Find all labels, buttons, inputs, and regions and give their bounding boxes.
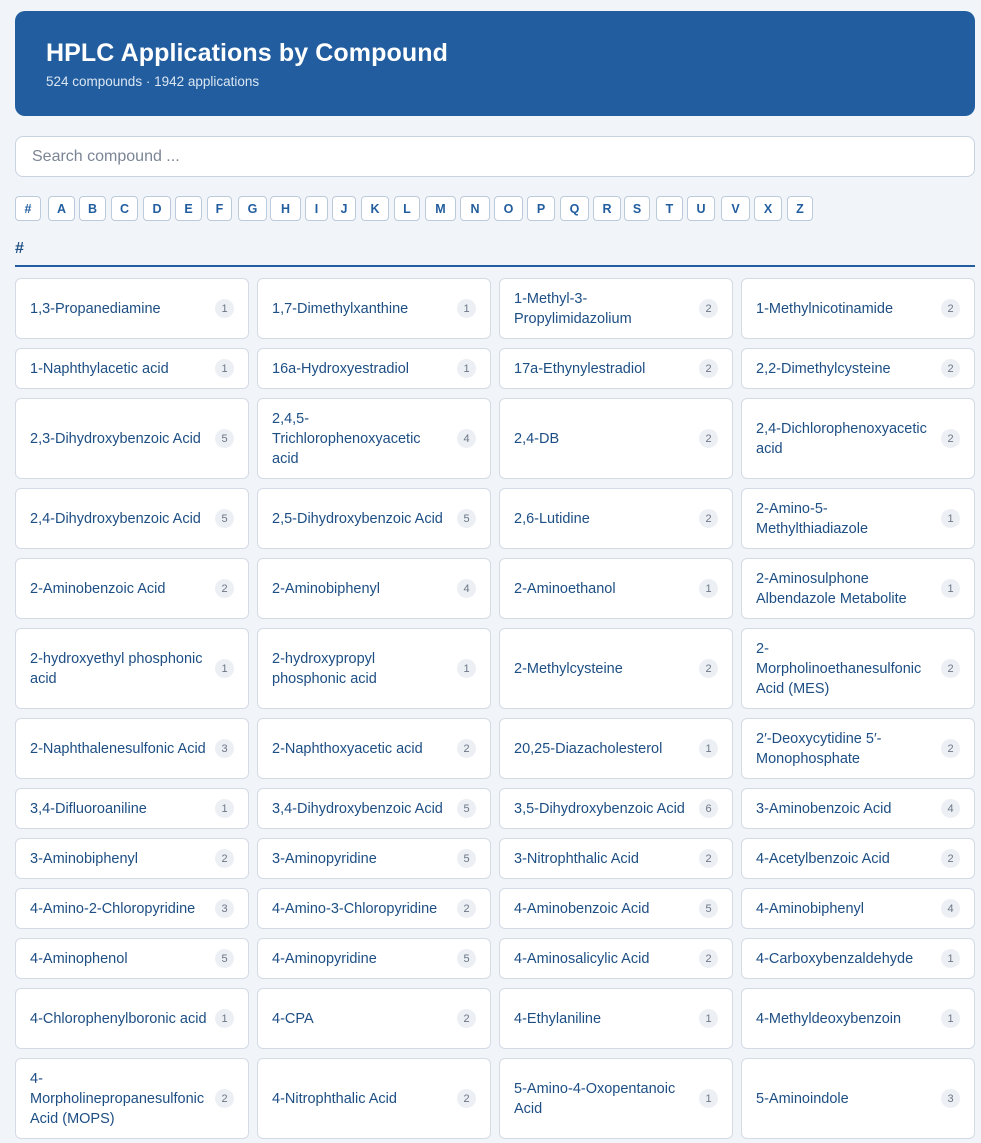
application-count-badge: 2 bbox=[941, 299, 960, 318]
application-count-badge: 5 bbox=[457, 799, 476, 818]
compound-name: 4-Morpholinepropanesulfonic Acid (MOPS) bbox=[30, 1070, 205, 1127]
compound-name: 2-Aminobiphenyl bbox=[272, 580, 381, 597]
letter-filter-d[interactable]: D bbox=[143, 196, 171, 221]
compound-card[interactable] bbox=[741, 838, 975, 879]
compound-name: 2′-Deoxycytidine 5′-Monophosphate bbox=[756, 730, 882, 767]
application-count-badge: 5 bbox=[215, 429, 234, 448]
letter-filter-n[interactable]: N bbox=[460, 196, 490, 221]
application-count-badge: 5 bbox=[215, 509, 234, 528]
compound-card[interactable] bbox=[15, 718, 249, 779]
compound-card[interactable] bbox=[741, 628, 975, 709]
application-count-badge: 3 bbox=[941, 1089, 960, 1108]
compound-name: 2-Morpholinoethanesulfonic Acid (MES) bbox=[756, 640, 922, 697]
compound-name: 4-Amino-3-Chloropyridine bbox=[272, 900, 438, 917]
application-count-badge: 2 bbox=[699, 849, 718, 868]
compound-name: 1-Methylnicotinamide bbox=[756, 300, 894, 317]
compound-name: 16a-Hydroxyestradiol bbox=[272, 360, 410, 377]
compound-card[interactable] bbox=[257, 398, 491, 479]
application-count-badge: 1 bbox=[215, 659, 234, 678]
compound-name: 2,6-Lutidine bbox=[514, 510, 590, 527]
application-count-badge: 4 bbox=[941, 899, 960, 918]
compound-card[interactable] bbox=[741, 938, 975, 979]
compound-card[interactable] bbox=[499, 938, 733, 979]
letter-filter-e[interactable]: E bbox=[175, 196, 202, 221]
application-count-badge: 1 bbox=[941, 1009, 960, 1028]
application-count-badge: 2 bbox=[215, 1089, 234, 1108]
application-count-badge: 3 bbox=[215, 899, 234, 918]
compound-name: 3-Aminobiphenyl bbox=[30, 850, 139, 867]
compound-name: 1,3-Propanediamine bbox=[30, 300, 161, 317]
page-title: HPLC Applications by Compound bbox=[46, 39, 448, 67]
compound-card[interactable] bbox=[257, 278, 491, 339]
section-heading: # bbox=[15, 240, 975, 267]
compound-name: 5-Amino-4-Oxopentanoic Acid bbox=[514, 1080, 676, 1117]
compound-name: 2-Aminosulphone Albendazole Metabolite bbox=[756, 570, 907, 607]
compound-card[interactable] bbox=[15, 558, 249, 619]
compound-name: 2-Aminoethanol bbox=[514, 580, 616, 597]
letter-filter-h[interactable]: H bbox=[270, 196, 301, 221]
compound-card[interactable] bbox=[257, 718, 491, 779]
letter-filter-f[interactable]: F bbox=[207, 196, 232, 221]
application-count-badge: 5 bbox=[457, 849, 476, 868]
compound-name: 1-Naphthylacetic acid bbox=[30, 360, 169, 377]
letter-filter-z[interactable]: Z bbox=[787, 196, 813, 221]
compound-name: 4-Nitrophthalic Acid bbox=[272, 1090, 397, 1107]
compound-card[interactable] bbox=[15, 348, 249, 389]
compound-name: 3,4-Dihydroxybenzoic Acid bbox=[272, 800, 443, 817]
compound-name: 3,5-Dihydroxybenzoic Acid bbox=[514, 800, 685, 817]
compound-name: 4-Aminophenol bbox=[30, 950, 128, 967]
compound-card[interactable] bbox=[15, 628, 249, 709]
application-count-badge: 1 bbox=[215, 799, 234, 818]
compound-name: 1-Methyl-3-Propylimidazolium bbox=[514, 290, 632, 327]
compound-name: 2-Naphthoxyacetic acid bbox=[272, 740, 423, 757]
application-count-badge: 1 bbox=[699, 739, 718, 758]
compound-name: 3-Aminopyridine bbox=[272, 850, 377, 867]
application-count-badge: 2 bbox=[699, 659, 718, 678]
compound-card[interactable] bbox=[257, 348, 491, 389]
compound-name: 20,25-Diazacholesterol bbox=[514, 740, 663, 757]
compound-name: 2-hydroxyethyl phosphonic acid bbox=[30, 650, 203, 687]
application-count-badge: 1 bbox=[215, 299, 234, 318]
compound-name: 4-Methyldeoxybenzoin bbox=[756, 1010, 902, 1027]
compound-card[interactable] bbox=[15, 988, 249, 1049]
letter-filter-m[interactable]: M bbox=[425, 196, 456, 221]
compound-card[interactable] bbox=[499, 628, 733, 709]
letter-filter-x[interactable]: X bbox=[754, 196, 782, 221]
compound-card[interactable] bbox=[15, 1058, 249, 1139]
compound-card[interactable] bbox=[15, 888, 249, 929]
compound-card[interactable] bbox=[499, 988, 733, 1049]
application-count-badge: 1 bbox=[699, 1089, 718, 1108]
compound-card[interactable] bbox=[499, 558, 733, 619]
compound-card[interactable] bbox=[741, 788, 975, 829]
compound-name: 2-Aminobenzoic Acid bbox=[30, 580, 166, 597]
compound-name: 4-Chlorophenylboronic acid bbox=[30, 1010, 207, 1027]
letter-filter-i[interactable]: I bbox=[305, 196, 328, 221]
application-count-badge: 5 bbox=[215, 949, 234, 968]
compound-card[interactable] bbox=[741, 988, 975, 1049]
application-count-badge: 1 bbox=[941, 509, 960, 528]
application-count-badge: 2 bbox=[941, 849, 960, 868]
compound-card[interactable] bbox=[499, 1058, 733, 1139]
application-count-badge: 5 bbox=[699, 899, 718, 918]
application-count-badge: 4 bbox=[941, 799, 960, 818]
application-count-badge: 1 bbox=[457, 359, 476, 378]
letter-filter-o[interactable]: O bbox=[494, 196, 523, 221]
letter-filter-g[interactable]: G bbox=[238, 196, 267, 221]
application-count-badge: 2 bbox=[941, 429, 960, 448]
compound-card[interactable] bbox=[15, 278, 249, 339]
compound-name: 4-Aminobenzoic Acid bbox=[514, 900, 650, 917]
compound-name: 4-Aminosalicylic Acid bbox=[514, 950, 650, 967]
compound-card[interactable] bbox=[15, 838, 249, 879]
compound-name: 2,4-Dichlorophenoxyacetic acid bbox=[756, 420, 927, 457]
letter-filter-j[interactable]: J bbox=[332, 196, 356, 221]
application-count-badge: 1 bbox=[215, 359, 234, 378]
compound-card[interactable] bbox=[257, 558, 491, 619]
application-count-badge: 2 bbox=[215, 849, 234, 868]
application-count-badge: 3 bbox=[215, 739, 234, 758]
application-count-badge: 1 bbox=[699, 579, 718, 598]
compound-card[interactable] bbox=[257, 488, 491, 549]
application-count-badge: 5 bbox=[457, 949, 476, 968]
letter-filter-p[interactable]: P bbox=[527, 196, 555, 221]
compound-name: 4-Aminobiphenyl bbox=[756, 900, 865, 917]
compound-name: 4-Amino-2-Chloropyridine bbox=[30, 900, 196, 917]
page-header bbox=[15, 11, 975, 116]
compound-name: 17a-Ethynylestradiol bbox=[514, 360, 646, 377]
application-count-badge: 2 bbox=[941, 659, 960, 678]
compound-card[interactable] bbox=[15, 788, 249, 829]
page-subtitle: 524 compounds · 1942 applications bbox=[46, 74, 260, 89]
compound-card[interactable] bbox=[499, 398, 733, 479]
application-count-badge: 1 bbox=[941, 579, 960, 598]
compound-name: 3,4-Difluoroaniline bbox=[30, 800, 147, 817]
compound-name: 2-Amino-5-Methylthiadiazole bbox=[756, 500, 869, 537]
application-count-badge: 2 bbox=[457, 739, 476, 758]
compound-card[interactable] bbox=[499, 718, 733, 779]
application-count-badge: 1 bbox=[941, 949, 960, 968]
application-count-badge: 1 bbox=[457, 659, 476, 678]
compound-name: 2,5-Dihydroxybenzoic Acid bbox=[272, 510, 443, 527]
compound-name: 5-Aminoindole bbox=[756, 1090, 849, 1107]
compound-card[interactable] bbox=[499, 888, 733, 929]
compound-name: 4-Acetylbenzoic Acid bbox=[756, 850, 890, 867]
application-count-badge: 4 bbox=[457, 579, 476, 598]
letter-filter-s[interactable]: S bbox=[624, 196, 650, 221]
compound-card[interactable] bbox=[741, 888, 975, 929]
compound-card[interactable] bbox=[499, 348, 733, 389]
compound-name: 3-Aminobenzoic Acid bbox=[756, 800, 892, 817]
letter-filter-u[interactable]: U bbox=[687, 196, 715, 221]
compound-name: 4-Aminopyridine bbox=[272, 950, 377, 967]
letter-filter-l[interactable]: L bbox=[394, 196, 420, 221]
compound-name: 2,4-Dihydroxybenzoic Acid bbox=[30, 510, 201, 527]
compound-card[interactable] bbox=[741, 348, 975, 389]
compound-card[interactable] bbox=[741, 488, 975, 549]
compound-card[interactable] bbox=[741, 1058, 975, 1139]
application-count-badge: 4 bbox=[457, 429, 476, 448]
compound-card[interactable] bbox=[257, 938, 491, 979]
letter-filter-q[interactable]: Q bbox=[560, 196, 589, 221]
compound-name: 2,4-DB bbox=[514, 430, 560, 447]
compound-card[interactable] bbox=[741, 278, 975, 339]
compound-card[interactable] bbox=[499, 278, 733, 339]
letter-filter-v[interactable]: V bbox=[721, 196, 750, 221]
compound-name: 1,7-Dimethylxanthine bbox=[272, 300, 409, 317]
application-count-badge: 1 bbox=[457, 299, 476, 318]
application-count-badge: 2 bbox=[457, 1089, 476, 1108]
application-count-badge: 2 bbox=[699, 429, 718, 448]
letter-filter-r[interactable]: R bbox=[593, 196, 621, 221]
letter-filter-a[interactable]: A bbox=[48, 196, 75, 221]
compound-card[interactable] bbox=[741, 718, 975, 779]
application-count-badge: 1 bbox=[215, 1009, 234, 1028]
application-count-badge: 2 bbox=[941, 359, 960, 378]
application-count-badge: 2 bbox=[699, 509, 718, 528]
compound-card[interactable] bbox=[257, 628, 491, 709]
compound-card[interactable] bbox=[741, 558, 975, 619]
compound-card[interactable] bbox=[257, 988, 491, 1049]
compound-card[interactable] bbox=[499, 838, 733, 879]
compound-card[interactable] bbox=[15, 398, 249, 479]
application-count-badge: 2 bbox=[699, 949, 718, 968]
compound-name: 2,4,5-Trichlorophenoxyacetic acid bbox=[272, 410, 421, 467]
application-count-badge: 2 bbox=[699, 359, 718, 378]
compound-card[interactable] bbox=[499, 788, 733, 829]
compound-card[interactable] bbox=[15, 488, 249, 549]
compound-name: 4-CPA bbox=[272, 1010, 314, 1027]
letter-filter-b[interactable]: B bbox=[79, 196, 106, 221]
letter-filter-c[interactable]: C bbox=[111, 196, 138, 221]
application-count-badge: 2 bbox=[215, 579, 234, 598]
compound-card[interactable] bbox=[15, 938, 249, 979]
compound-name: 4-Carboxybenzaldehyde bbox=[756, 950, 914, 967]
compound-name: 2,2-Dimethylcysteine bbox=[756, 360, 891, 377]
application-count-badge: 1 bbox=[699, 1009, 718, 1028]
application-count-badge: 2 bbox=[699, 299, 718, 318]
application-count-badge: 6 bbox=[699, 799, 718, 818]
compound-card[interactable] bbox=[257, 1058, 491, 1139]
compound-card[interactable] bbox=[257, 788, 491, 829]
compound-name: 2-Naphthalenesulfonic Acid bbox=[30, 740, 206, 757]
application-count-badge: 5 bbox=[457, 509, 476, 528]
application-count-badge: 2 bbox=[941, 739, 960, 758]
compound-card[interactable] bbox=[257, 838, 491, 879]
search-input[interactable] bbox=[15, 136, 975, 177]
compound-card[interactable] bbox=[257, 888, 491, 929]
letter-filter-k[interactable]: K bbox=[361, 196, 389, 221]
compound-card[interactable] bbox=[741, 398, 975, 479]
compound-name: 2,3-Dihydroxybenzoic Acid bbox=[30, 430, 201, 447]
compound-card[interactable] bbox=[499, 488, 733, 549]
compound-name: 2-Methylcysteine bbox=[514, 660, 623, 677]
letter-filter-t[interactable]: T bbox=[656, 196, 683, 221]
application-count-badge: 2 bbox=[457, 899, 476, 918]
compound-name: 3-Nitrophthalic Acid bbox=[514, 850, 639, 867]
application-count-badge: 2 bbox=[457, 1009, 476, 1028]
letter-filter-hash[interactable]: # bbox=[15, 196, 41, 221]
compound-name: 2-hydroxypropyl phosphonic acid bbox=[272, 650, 377, 687]
compound-name: 4-Ethylaniline bbox=[514, 1010, 602, 1027]
